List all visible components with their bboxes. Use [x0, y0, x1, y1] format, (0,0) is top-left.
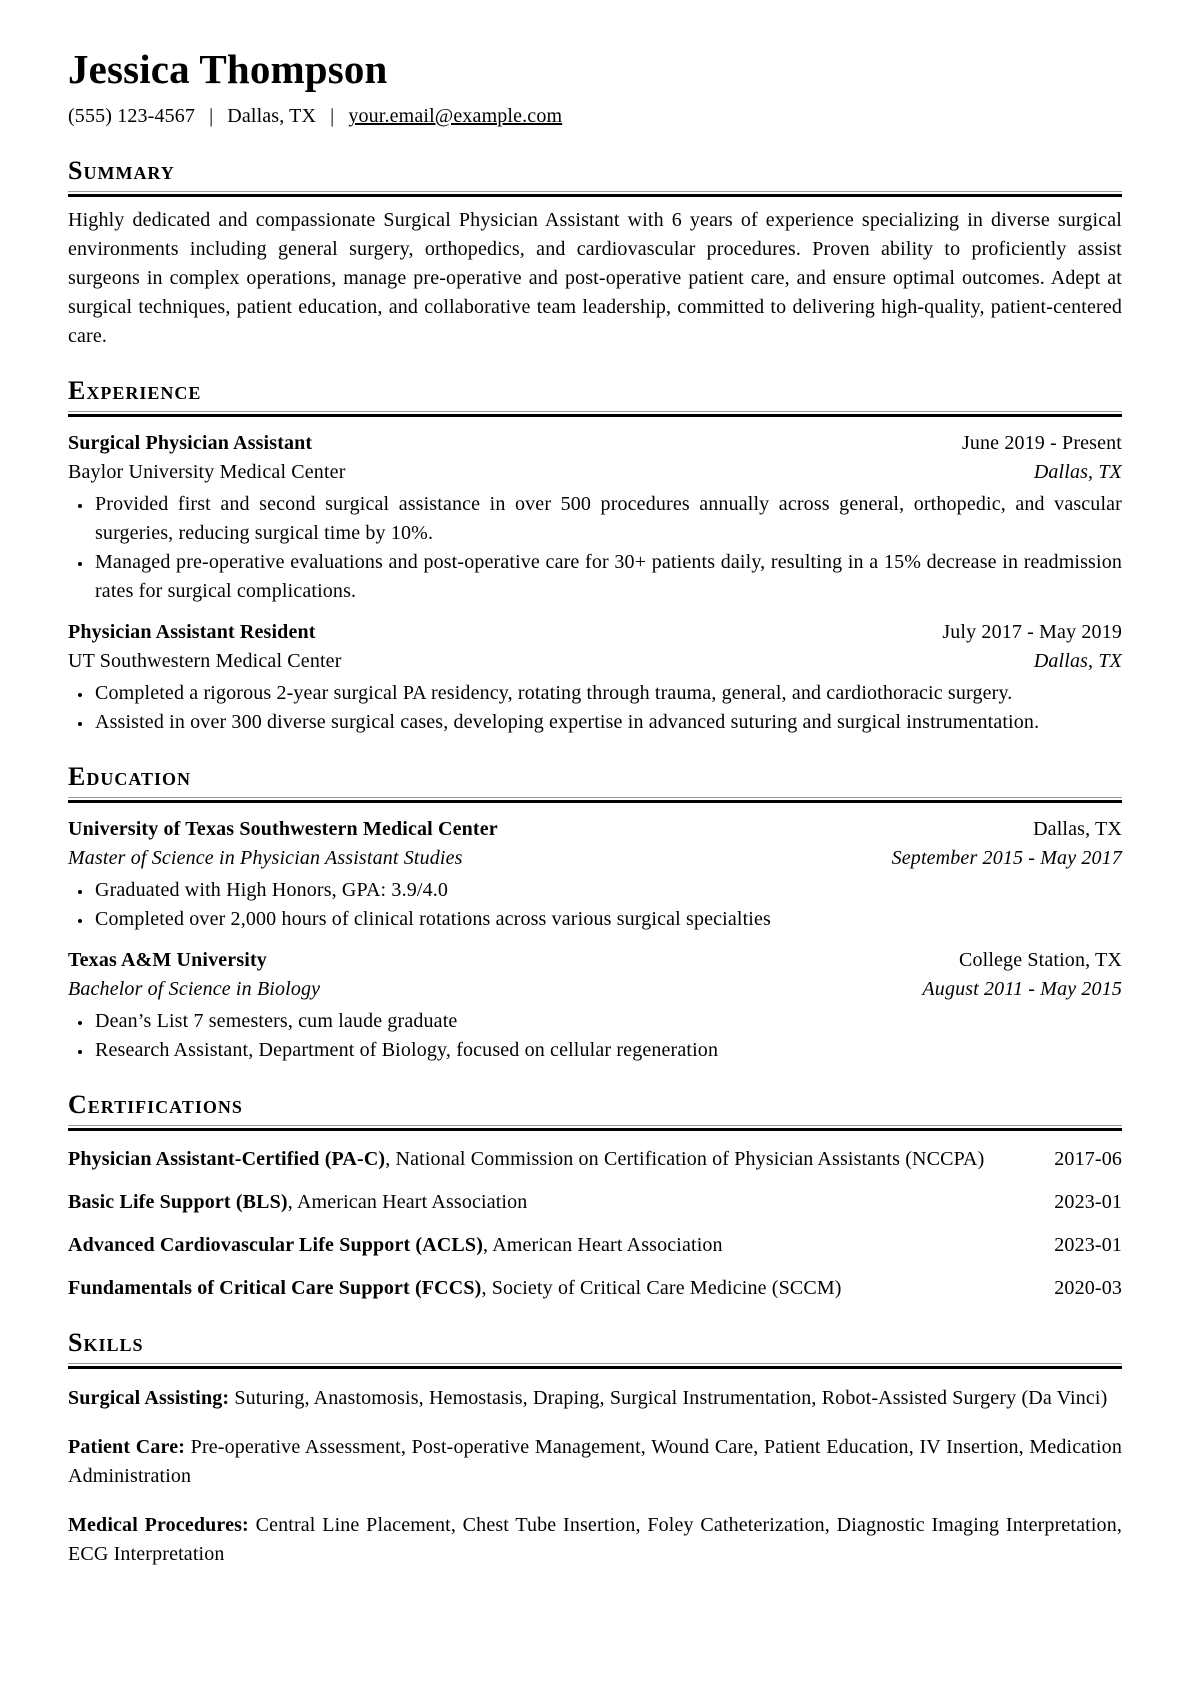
section-rule: [68, 411, 1122, 417]
school-bullet: • Completed over 2,000 hours of clinical rotations across various surgical specialties: [93, 905, 1122, 934]
certification-issuer: , American Heart Association: [287, 1190, 528, 1213]
school-dates: September 2015 - May 2017: [891, 846, 1122, 869]
certification-text: [68, 1231, 1032, 1260]
skill-list: Suturing, Anastomosis, Hemostasis, Draping, Surgical Instrumentation, Robot-Assisted Surgery (Da Vinci): [234, 1386, 1108, 1409]
certification-text: [68, 1274, 1032, 1303]
section-rule: [68, 191, 1122, 197]
contact-separator: |: [330, 105, 335, 128]
section-title-education: Education: [68, 761, 192, 791]
degree: Master of Science in Physician Assistant Studies: [68, 846, 463, 869]
certification-name: Fundamentals of Critical Care Support (FCCS): [68, 1276, 482, 1299]
school-name: University of Texas Southwestern Medical Center: [68, 817, 498, 840]
degree: Bachelor of Science in Biology: [68, 977, 321, 1000]
job-header-row: [68, 429, 1122, 458]
job-location: Dallas, TX: [1033, 649, 1122, 672]
job-bullet-list: [68, 490, 1122, 606]
skill-group: [68, 1433, 1122, 1491]
job-bullet: • Assisted in over 300 diverse surgical cases, developing expertise in advanced suturing and surgical instrumentation.: [93, 708, 1122, 737]
certification-issuer: , Society of Critical Care Medicine (SCCM): [481, 1276, 842, 1299]
job-bullet-list: [68, 679, 1122, 737]
job-subheader-row: [68, 647, 1122, 676]
section-title-summary: Summary: [68, 156, 175, 186]
skill-list: Pre-operative Assessment, Post-operative Management, Wound Care, Patient Education, IV Insertion, Medication Administration: [68, 1435, 1122, 1487]
certification-item: [68, 1231, 1122, 1260]
certification-text: [68, 1145, 1032, 1174]
section-title-experience: Experience: [68, 376, 202, 406]
job-subheader-row: [68, 458, 1122, 487]
contact-separator: |: [209, 105, 214, 128]
job-bullet: • Completed a rigorous 2-year surgical PA residency, rotating through trauma, general, and cardiothoracic surgery.: [93, 679, 1122, 708]
section-rule: [68, 797, 1122, 803]
skill-category: Patient Care:: [68, 1435, 186, 1458]
school-bullet: • Research Assistant, Department of Biology, focused on cellular regeneration: [93, 1036, 1122, 1065]
education-entry: [68, 815, 1122, 934]
section-skills: [68, 1328, 1122, 1569]
school-bullet-list: [68, 1007, 1122, 1065]
school-name: Texas A&M University: [68, 948, 267, 971]
certification-issuer: , National Commission on Certification of Physician Assistants (NCCPA): [385, 1147, 985, 1170]
skill-category: Surgical Assisting:: [68, 1386, 230, 1409]
section-experience: [68, 376, 1122, 737]
school-header-row: [68, 946, 1122, 975]
job-location: Dallas, TX: [1033, 460, 1122, 483]
section-rule: [68, 1363, 1122, 1369]
school-dates: August 2011 - May 2015: [922, 977, 1122, 1000]
summary-text: Highly dedicated and compassionate Surgical Physician Assistant with 6 years of experience specializing in diverse surgical environments including general surgery, orthopedics, and cardiovascular procedures. Proven ability to proficiently assist surgeons in complex operations, manage pre-operative and post-operative patient care, and ensure optimal outcomes. Adept at surgical techniques, patient education, and collaborative team leadership, committed to delivering high-quality, patient-centered care.: [68, 209, 1122, 348]
certification-date: 2023-01: [1054, 1190, 1122, 1213]
school-location: Dallas, TX: [1033, 817, 1122, 840]
company-name: UT Southwestern Medical Center: [68, 649, 342, 672]
certification-date: 2023-01: [1054, 1233, 1122, 1256]
certification-item: [68, 1145, 1122, 1174]
contact-phone: (555) 123-4567: [68, 105, 196, 128]
school-bullet-list: [68, 876, 1122, 934]
certification-item: [68, 1274, 1122, 1303]
experience-entry: [68, 618, 1122, 737]
section-title-skills: Skills: [68, 1327, 144, 1357]
job-bullet: • Provided first and second surgical assistance in over 500 procedures annually across general, orthopedic, and vascular surgeries, reducing surgical time by 10%.: [93, 490, 1122, 548]
certification-name: Advanced Cardiovascular Life Support (ACLS): [68, 1233, 484, 1256]
resume-header: [68, 46, 1122, 131]
contact-line: [68, 102, 1122, 131]
certification-name: Basic Life Support (BLS): [68, 1190, 288, 1213]
skill-group: [68, 1384, 1122, 1413]
person-name: Jessica Thompson: [68, 46, 388, 92]
skill-category: Medical Procedures:: [68, 1513, 249, 1536]
education-entry: [68, 946, 1122, 1065]
school-subheader-row: [68, 975, 1122, 1004]
job-dates: July 2017 - May 2019: [942, 620, 1122, 643]
section-certifications: [68, 1090, 1122, 1303]
job-title: Surgical Physician Assistant: [68, 431, 313, 454]
certification-name: Physician Assistant-Certified (PA-C): [68, 1147, 386, 1170]
school-bullet: • Graduated with High Honors, GPA: 3.9/4.0: [93, 876, 1122, 905]
company-name: Baylor University Medical Center: [68, 460, 346, 483]
skill-group: [68, 1511, 1122, 1569]
job-bullet: • Managed pre-operative evaluations and post-operative care for 30+ patients daily, resulting in a 15% decrease in readmission rates for surgical complications.: [93, 548, 1122, 606]
section-title-certifications: Certifications: [68, 1089, 243, 1119]
job-dates: June 2019 - Present: [961, 431, 1122, 454]
certification-item: [68, 1188, 1122, 1217]
job-title: Physician Assistant Resident: [68, 620, 316, 643]
skill-list: Central Line Placement, Chest Tube Insertion, Foley Catheterization, Diagnostic Imaging Interpretation, ECG Interpretation: [68, 1513, 1123, 1565]
contact-location: Dallas, TX: [227, 105, 317, 128]
certification-date: 2017-06: [1054, 1147, 1122, 1170]
certification-date: 2020-03: [1054, 1276, 1122, 1299]
section-education: [68, 762, 1122, 1065]
contact-email-link[interactable]: your.email@example.com: [348, 105, 563, 128]
section-rule: [68, 1125, 1122, 1131]
certification-text: [68, 1188, 1032, 1217]
job-header-row: [68, 618, 1122, 647]
section-summary: [68, 156, 1122, 351]
certification-issuer: , American Heart Association: [483, 1233, 723, 1256]
school-subheader-row: [68, 844, 1122, 873]
school-header-row: [68, 815, 1122, 844]
school-bullet: • Dean’s List 7 semesters, cum laude graduate: [93, 1007, 1122, 1036]
school-location: College Station, TX: [958, 948, 1122, 971]
experience-entry: [68, 429, 1122, 606]
